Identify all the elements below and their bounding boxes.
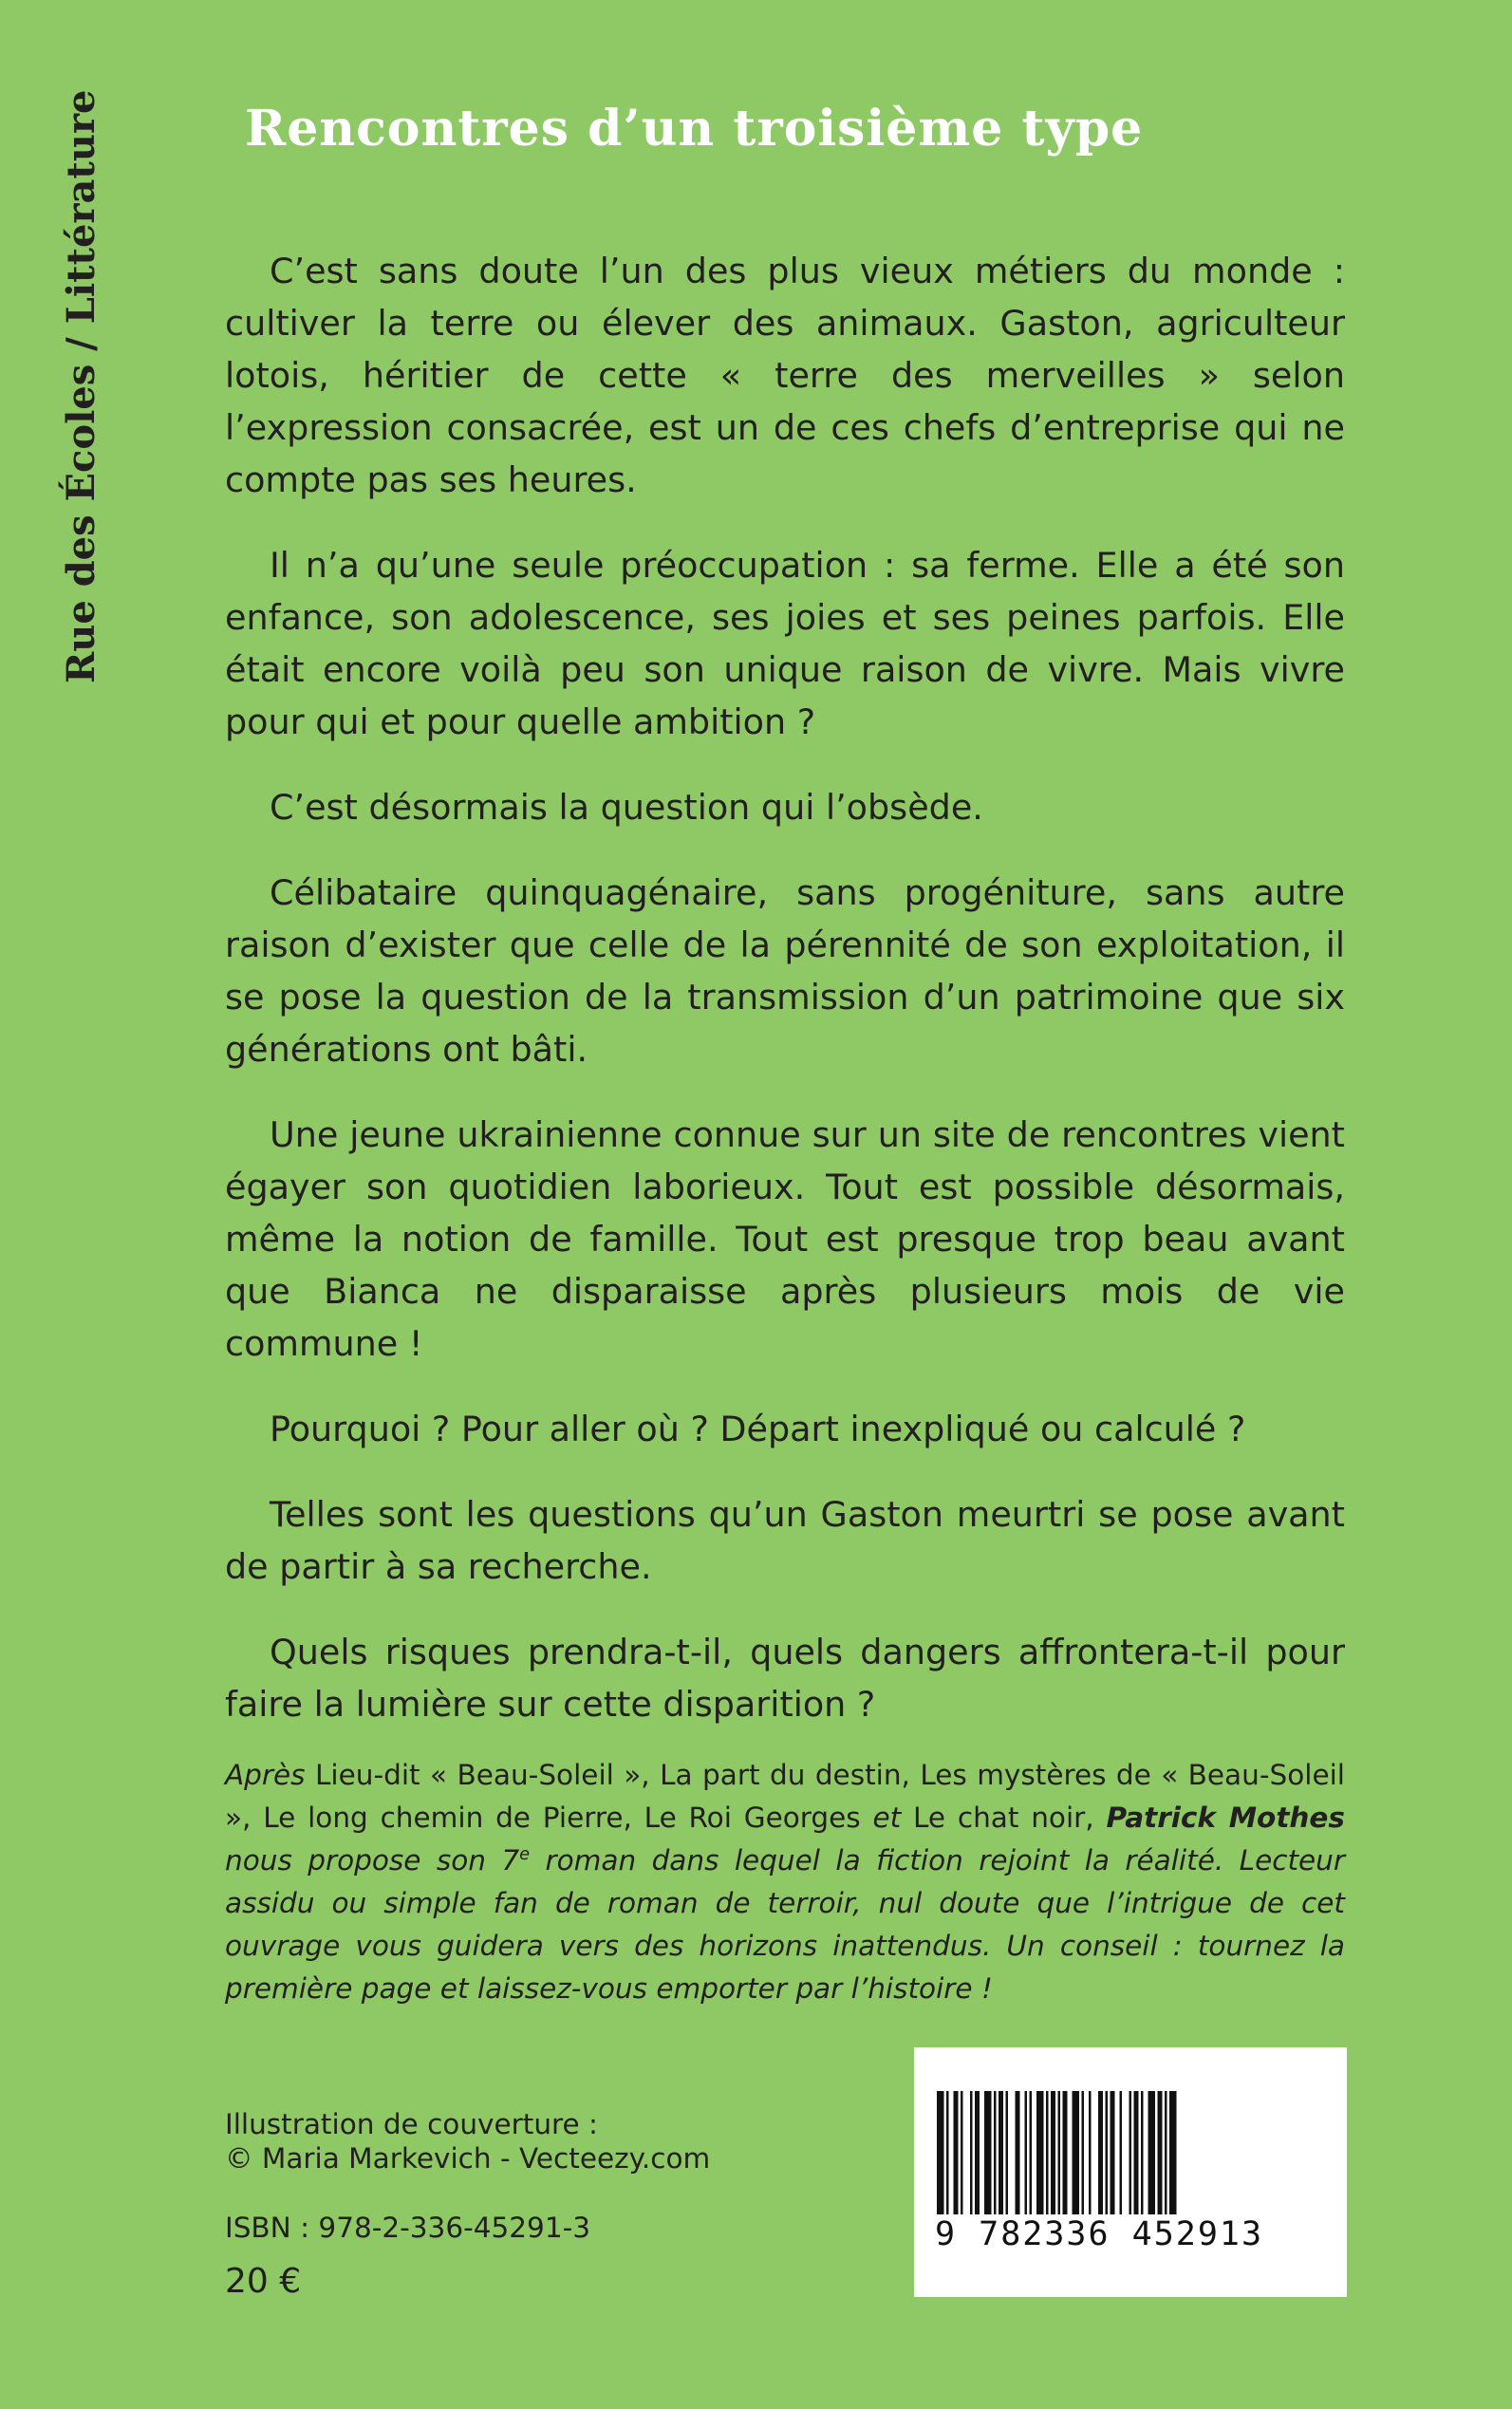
barcode-bar: [1073, 2091, 1080, 2214]
barcode-bar: [1141, 2091, 1144, 2214]
about-books: Lieu-dit « Beau-Soleil », La part du destin, Les mystères de « Beau-Soleil », Le long chemin de Pierre, Le Roi Georges: [225, 1759, 1345, 1834]
author-name: Patrick Mothes: [1106, 1802, 1345, 1834]
about-last-book: Le chat noir,: [913, 1802, 1094, 1834]
barcode-bar: [999, 2091, 1003, 2214]
series-label: Rue des Écoles / Littérature: [59, 89, 103, 683]
blurb-paragraph-2: Il n’a qu’une seule préoccupation : sa ferme. Elle a été son enfance, son adolescence, ses joies et ses peines parfois. Elle était encore voilà peu son unique raison de vivre. Mais vivre pour qui et pour quelle ambition ?: [225, 545, 1345, 742]
blurb: [225, 245, 1345, 1764]
isbn: ISBN : 978-2-336-45291-3: [225, 2212, 590, 2244]
barcode-bar: [1148, 2091, 1156, 2214]
barcode-bar: [994, 2091, 997, 2214]
blurb-paragraph-7: Telles sont les questions qu’un Gaston meurtri se pose avant de partir à sa recherche.: [225, 1494, 1345, 1587]
blurb-paragraph-4: Célibataire quinquagénaire, sans progéniture, sans autre raison d’exister que celle de la pérennité de son exploitation, il se pose la question de la transmission d’un patrimoine que six générations ont bâti.: [225, 872, 1345, 1070]
barcode-bar: [1063, 2091, 1068, 2214]
barcode-bar: [1111, 2091, 1115, 2214]
barcode-bar: [1030, 2091, 1033, 2214]
blurb-paragraph-1: C’est sans doute l’un des plus vieux métiers du monde : cultiver la terre ou élever des animaux. Gaston, agriculteur lotois, héritier de cette « terre des merveilles » selon l’expression consacrée, est un de ces chefs d’entreprise qui ne compte pas ses heures.: [225, 251, 1345, 500]
barcode-bar: [1051, 2091, 1055, 2214]
barcode-bar: [937, 2091, 944, 2214]
barcode-bar: [1120, 2091, 1123, 2214]
about-superscript: e: [519, 1845, 531, 1865]
barcode-bar: [1036, 2091, 1044, 2214]
price: 20 €: [225, 2262, 302, 2301]
illustration-credit: [225, 2107, 710, 2176]
author-note: [225, 1754, 1345, 2010]
blurb-paragraph-3: C’est désormais la question qui l’obsède.: [270, 787, 983, 828]
barcode-bar: [1082, 2091, 1085, 2214]
barcode-bar: [1098, 2091, 1103, 2214]
barcode-bar: [970, 2091, 973, 2214]
barcode-bar: [1169, 2091, 1177, 2214]
blurb-paragraph-6: Pourquoi ? Pour aller où ? Départ inexpliqué ou calculé ?: [270, 1409, 1246, 1449]
blurb-paragraph-5: Une jeune ukrainienne connue sur un site de rencontres vient égayer son quotidien laborieux. Tout est possible désormais, même la notion de famille. Tout est presque trop beau avant que Bianca ne disparaisse après plusieurs mois de vie commune !: [225, 1114, 1345, 1364]
barcode-bar: [1134, 2091, 1139, 2214]
barcode-bar: [1025, 2091, 1028, 2214]
barcode-bars: [933, 2091, 1332, 2214]
barcode: [914, 2047, 1347, 2297]
barcode-bar: [1089, 2091, 1092, 2214]
about-et: et: [872, 1802, 902, 1834]
barcode-bar: [975, 2091, 980, 2214]
blurb-paragraph-8: Quels risques prendra-t-il, quels dangers affrontera-t-il pour faire la lumière sur cette disparition ?: [225, 1632, 1345, 1725]
about-propose: nous propose son 7: [225, 1844, 520, 1877]
barcode-bar: [1158, 2091, 1163, 2214]
barcode-bar: [1058, 2091, 1061, 2214]
about-apres: Après: [225, 1759, 306, 1791]
barcode-bar: [1046, 2091, 1049, 2214]
about-rest: roman dans lequel la fiction rejoint la réalité. Lecteur assidu ou simple fan de roman de terroir, nul doute que l’intrigue de cet ouvrage vous guidera vers des horizons inattendus. Un conseil : tournez la première page et laissez-vous emporter par l’histoire !: [225, 1844, 1345, 2005]
barcode-bar: [1129, 2091, 1132, 2214]
credit-line-1: Illustration de couverture :: [225, 2108, 598, 2140]
barcode-bar: [1006, 2091, 1009, 2214]
credit-line-2: © Maria Markevich - Vecteezy.com: [225, 2142, 711, 2175]
book-title: Rencontres d’un troisième type: [245, 100, 1144, 158]
barcode-bar: [954, 2091, 959, 2214]
barcode-bar: [1016, 2091, 1020, 2214]
barcode-bar: [961, 2091, 963, 2214]
barcode-bar: [984, 2091, 992, 2214]
barcode-bar: [1165, 2091, 1167, 2214]
barcode-bar: [946, 2091, 949, 2214]
barcode-number: 9 782336 452913: [935, 2215, 1264, 2253]
barcode-bar: [1106, 2091, 1109, 2214]
